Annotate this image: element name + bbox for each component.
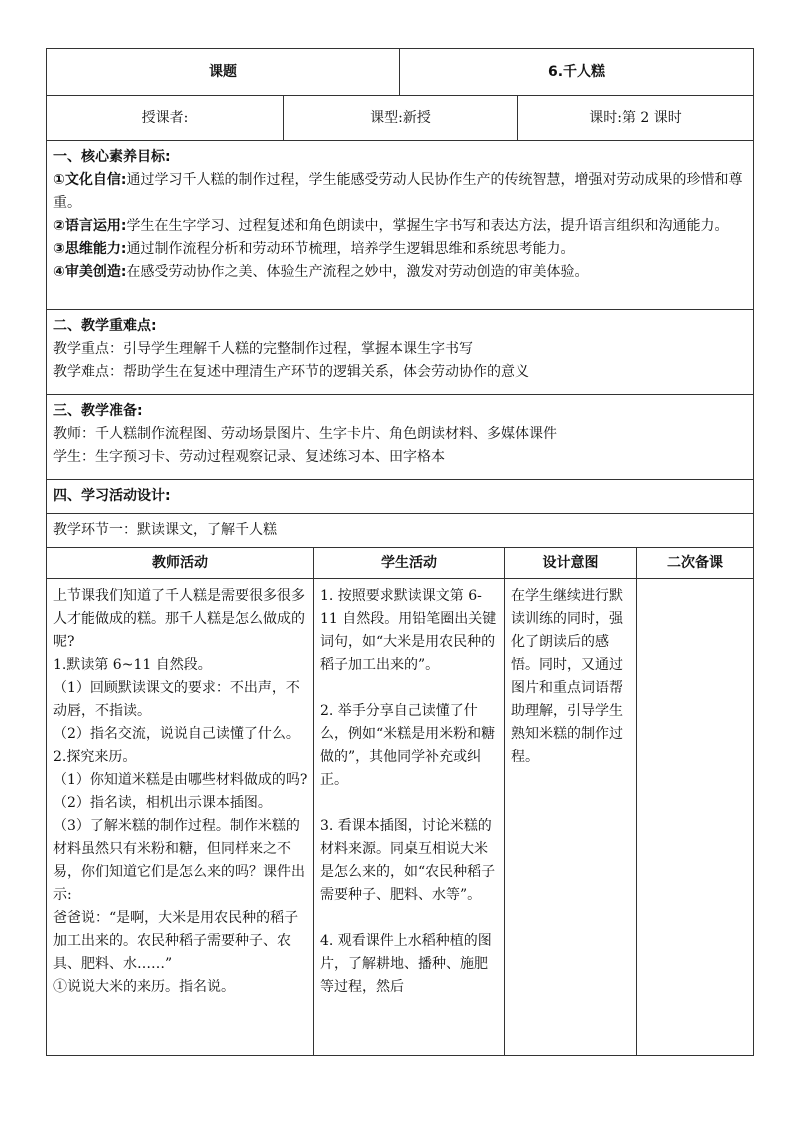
student-activity-item: 2. 举手分享自己读懂了什么，例如“米糕是用米粉和糖做的”，其他同学补充或纠正。 [320, 703, 496, 788]
goal-text: 通过学习千人糕的制作过程，学生能感受劳动人民协作生产的传统智慧，增强对劳动成果的珍惜和尊重。 [53, 172, 743, 211]
goal-item [53, 169, 747, 215]
activity-table [46, 547, 754, 1056]
teacher-activity-line: （3）了解米糕的制作过程。制作米糕的材料虽然只有米粉和糖，但同样来之不易，你们知道它们是怎么来的吗？课件出示: [53, 818, 305, 903]
preparation-heading: 三、教学准备: [53, 403, 143, 419]
preparation-section [47, 395, 754, 480]
goal-text: 在感受劳动协作之美、体验生产流程之妙中，激发对劳动创造的审美体验。 [126, 264, 589, 280]
teacher-activity-line: （2）指名读，相机出示课本插图。 [53, 795, 272, 811]
key-point-line: 教学重点：引导学生理解千人糕的完整制作过程，掌握本课生字书写 [53, 341, 473, 357]
difficult-point-line: 教学难点：帮助学生在复述中理清生产环节的逻辑关系，体会劳动协作的意义 [53, 364, 529, 380]
goal-label: ①文化自信: [53, 172, 127, 188]
teacher-label: 授课者: [47, 96, 284, 141]
teacher-activity-line: 1.默读第 6~11 自然段。 [53, 657, 212, 673]
goal-text: 通过制作流程分析和劳动环节梳理，培养学生逻辑思维和系统思考能力。 [126, 241, 575, 257]
design-intent-text: 在学生继续进行默读训练的同时，强化了朗读后的感悟。同时，又通过图片和重点词语帮助理解，引导学生熟知米糕的制作过程。 [511, 588, 623, 765]
teaching-stage: 教学环节一：默读课文，了解千人糕 [53, 522, 277, 538]
lesson-plan-page [46, 48, 753, 1056]
goal-text: 学生在生字学习、过程复述和角色朗读中，掌握生字书写和表达方法，提升语言组织和沟通能力。 [126, 218, 729, 234]
student-activity-item: 4. 观看课件上水稻种植的图片，了解耕地、播种、施肥等过程，然后 [320, 933, 492, 995]
key-points-heading: 二、教学重难点: [53, 318, 157, 334]
goal-item [53, 261, 747, 284]
topic-label: 课题 [47, 49, 400, 96]
lesson-plan-table [46, 48, 754, 548]
lesson-type: 课型:新授 [284, 96, 518, 141]
goal-label: ②语言运用: [53, 218, 127, 234]
goal-item [53, 215, 747, 238]
lesson-period: 课时:第 2 课时 [518, 96, 754, 141]
teacher-activity-line: （1）回顾默读课文的要求：不出声，不动唇，不指读。 [53, 680, 300, 719]
core-goals-heading: 一、核心素养目标: [53, 149, 171, 165]
student-activity-item: 1. 按照要求默读课文第 6-11 自然段。用铅笔圈出关键词句，如“大米是用农民种的稻子加工出来的”。 [320, 588, 497, 673]
teacher-activity-line: 爸爸说：“是啊，大米是用农民种的稻子加工出来的。农民种稻子需要种子、农具、肥料、水……” [53, 910, 299, 972]
teacher-activity-line: （2）指名交流，说说自己读懂了什么。 [53, 726, 300, 742]
teacher-activity-line: ①说说大米的来历。指名说。 [53, 979, 235, 995]
second-prep-cell [637, 579, 754, 1056]
core-goals-section [47, 141, 754, 310]
header-design-intent: 设计意图 [505, 548, 637, 579]
teacher-activity-line: 上节课我们知道了千人糕是需要很多很多人才能做成的糕。那千人糕是怎么做成的呢? [53, 588, 305, 650]
header-teacher-activity: 教师活动 [47, 548, 314, 579]
teacher-activity-line: 2.探究来历。 [53, 749, 137, 765]
goal-label: ③思维能力: [53, 241, 127, 257]
teaching-stage-cell [47, 514, 754, 548]
header-second-prep: 二次备课 [637, 548, 754, 579]
topic-value: 6.千人糕 [400, 49, 754, 96]
key-points-section [47, 310, 754, 395]
design-intent-cell [505, 579, 637, 1056]
activity-design-heading-cell [47, 480, 754, 514]
goal-item [53, 238, 747, 261]
student-activity-cell [314, 579, 505, 1056]
teacher-activity-cell [47, 579, 314, 1056]
student-activity-item: 3. 看课本插图，讨论米糕的材料来源。同桌互相说大米是怎么来的，如“农民种稻子需要种子、肥料、水等”。 [320, 818, 496, 903]
header-student-activity: 学生活动 [314, 548, 505, 579]
teacher-activity-line: （1）你知道米糕是由哪些材料做成的吗? [53, 772, 308, 788]
goal-label: ④审美创造: [53, 264, 127, 280]
activity-design-heading: 四、学习活动设计: [53, 488, 171, 504]
student-preparation: 学生：生字预习卡、劳动过程观察记录、复述练习本、田字格本 [53, 449, 445, 465]
teacher-preparation: 教师：千人糕制作流程图、劳动场景图片、生字卡片、角色朗读材料、多媒体课件 [53, 426, 557, 442]
